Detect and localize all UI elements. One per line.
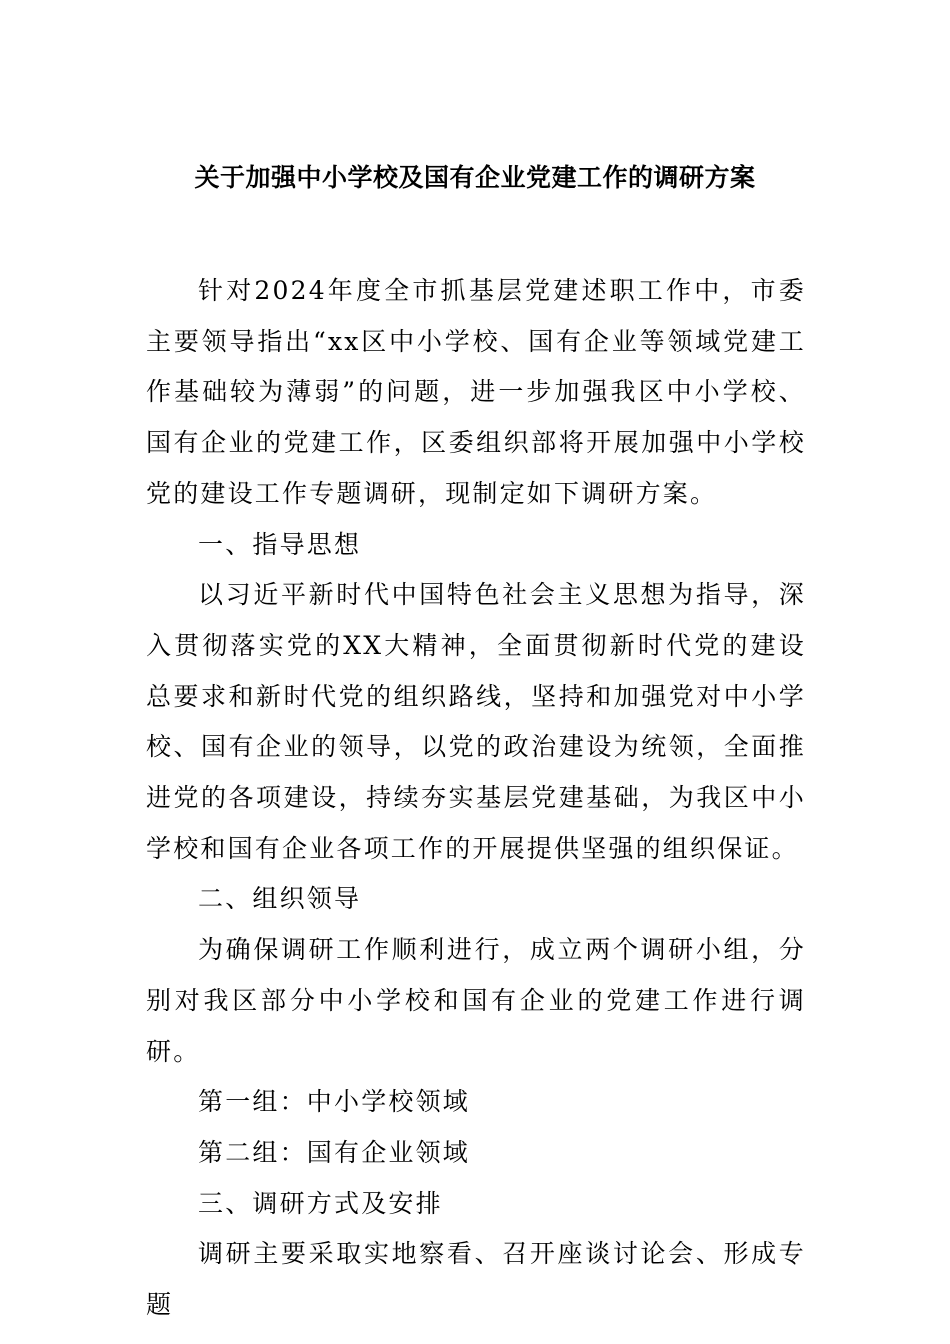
section-heading-organization: 二、组织领导	[198, 884, 362, 914]
method-paragraph: 调研主要采取实地察看、召开座谈讨论会、形成专题	[146, 1239, 806, 1320]
section-heading-guiding-ideology: 一、指导思想	[198, 529, 362, 559]
document-body	[146, 266, 806, 1331]
group-one-line: 第一组：中小学校领域	[198, 1087, 471, 1117]
group-two-line: 第二组：国有企业领域	[198, 1137, 471, 1167]
section-heading-method: 三、调研方式及安排	[198, 1188, 443, 1218]
document-title: 关于加强中小学校及国有企业党建工作的调研方案	[194, 163, 756, 192]
intro-paragraph: 针对2024年度全市抓基层党建述职工作中，市委主要领导指出“xx区中小学校、国有企业等领域党建工作基础较为薄弱”的问题，进一步加强我区中小学校、国有企业的党建工作，区委组织部将开展加强中小学校党的建设工作专题调研，现制定如下调研方案。	[146, 276, 806, 508]
organization-paragraph: 为确保调研工作顺利进行，成立两个调研小组，分别对我区部分中小学校和国有企业的党建工作进行调研。	[146, 935, 806, 1066]
guiding-ideology-paragraph: 以习近平新时代中国特色社会主义思想为指导，深入贯彻落实党的XX大精神，全面贯彻新时代党的建设总要求和新时代党的组织路线，坚持和加强党对中小学校、国有企业的领导，以党的政治建设为统领，全面推进党的各项建设，持续夯实基层党建基础，为我区中小学校和国有企业各项工作的开展提供坚强的组织保证。	[146, 580, 806, 863]
